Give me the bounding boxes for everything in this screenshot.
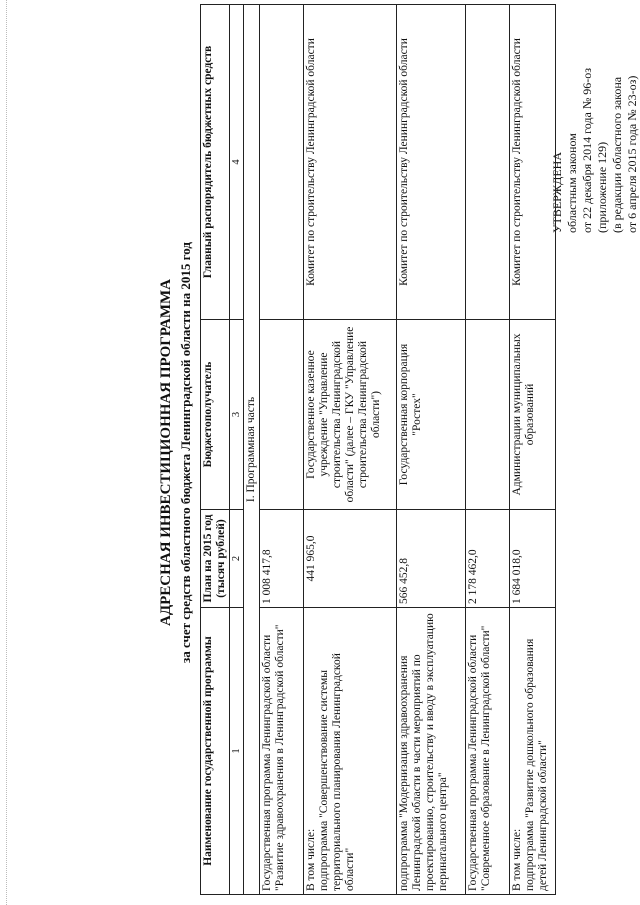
plan-cell: 1 684 018,0 bbox=[510, 510, 556, 608]
distributor-cell bbox=[466, 5, 510, 320]
program-cell: В том числе: подпрограмма "Развитие дошкольного образования детей Ленинградской области" bbox=[510, 608, 556, 895]
program-cell: Государственная программа Ленинградской области "Развитие здравоохранения в Ленинградской области" bbox=[260, 608, 304, 895]
col-number: 3 bbox=[230, 320, 244, 510]
distributor-cell: Комитет по строительству Ленинградской области bbox=[397, 5, 466, 320]
distributor-cell: Комитет по строительству Ленинградской области bbox=[304, 5, 397, 320]
approval-line: от 22 декабря 2014 года № 96-оз bbox=[580, 67, 594, 233]
investment-table bbox=[200, 4, 556, 895]
col-number: 4 bbox=[230, 5, 244, 320]
header-distributor: Главный распорядитель бюджетных средств bbox=[201, 5, 230, 320]
approval-line: от 6 апреля 2015 года № 23-оз) bbox=[625, 75, 639, 233]
header-plan: План на 2015 год (тысяч рублей) bbox=[201, 510, 230, 608]
scan-edge-line bbox=[6, 0, 7, 905]
document-title: АДРЕСНАЯ ИНВЕСТИЦИОННАЯ ПРОГРАММА bbox=[158, 279, 174, 627]
approval-line: (приложение 129) bbox=[595, 141, 609, 233]
plan-cell: 1 008 417,8 bbox=[260, 510, 304, 608]
program-cell: подпрограмма "Модернизация здравоохранения Ленинградской области в части мероприятий по проектированию, строительству и вводу в эксплуатацию перинатального центра" bbox=[397, 608, 466, 895]
approval-line: УТВЕРЖДЕНА bbox=[550, 151, 564, 233]
plan-cell: 566 452,8 bbox=[397, 510, 466, 608]
approval-line: (в редакции областного закона bbox=[610, 76, 624, 233]
section-heading: I. Программная часть bbox=[244, 5, 260, 895]
plan-cell: 441 965,0 bbox=[304, 510, 397, 608]
program-cell: В том числе: подпрограмма "Совершенствование системы территориального планирования Ленинградской области" bbox=[304, 608, 397, 895]
plan-cell: 2 178 462,0 bbox=[466, 510, 510, 608]
recipient-cell bbox=[466, 320, 510, 510]
header-program: Наименование государственной программы bbox=[201, 608, 230, 895]
col-number: 1 bbox=[230, 608, 244, 895]
distributor-cell: Комитет по строительству Ленинградской области bbox=[510, 5, 556, 320]
recipient-cell: Государственная корпорация "Ростех" bbox=[397, 320, 466, 510]
recipient-cell: Администрации муниципальных образований bbox=[510, 320, 556, 510]
program-cell: Государственная программа Ленинградской области "Современное образование в Ленинградской области" bbox=[466, 608, 510, 895]
distributor-cell bbox=[260, 5, 304, 320]
col-number: 2 bbox=[230, 510, 244, 608]
recipient-cell bbox=[260, 320, 304, 510]
approval-line: областным законом bbox=[565, 133, 579, 233]
recipient-cell: Государственное казенное учреждение "Управление строительства Ленинградской области" (далее – ГКУ "Управление строительства Ленинградской области") bbox=[304, 320, 397, 510]
document-subtitle: за счет средств областного бюджета Ленинградской области на 2015 год bbox=[178, 242, 193, 663]
header-recipient: Бюджетополучатель bbox=[201, 320, 230, 510]
